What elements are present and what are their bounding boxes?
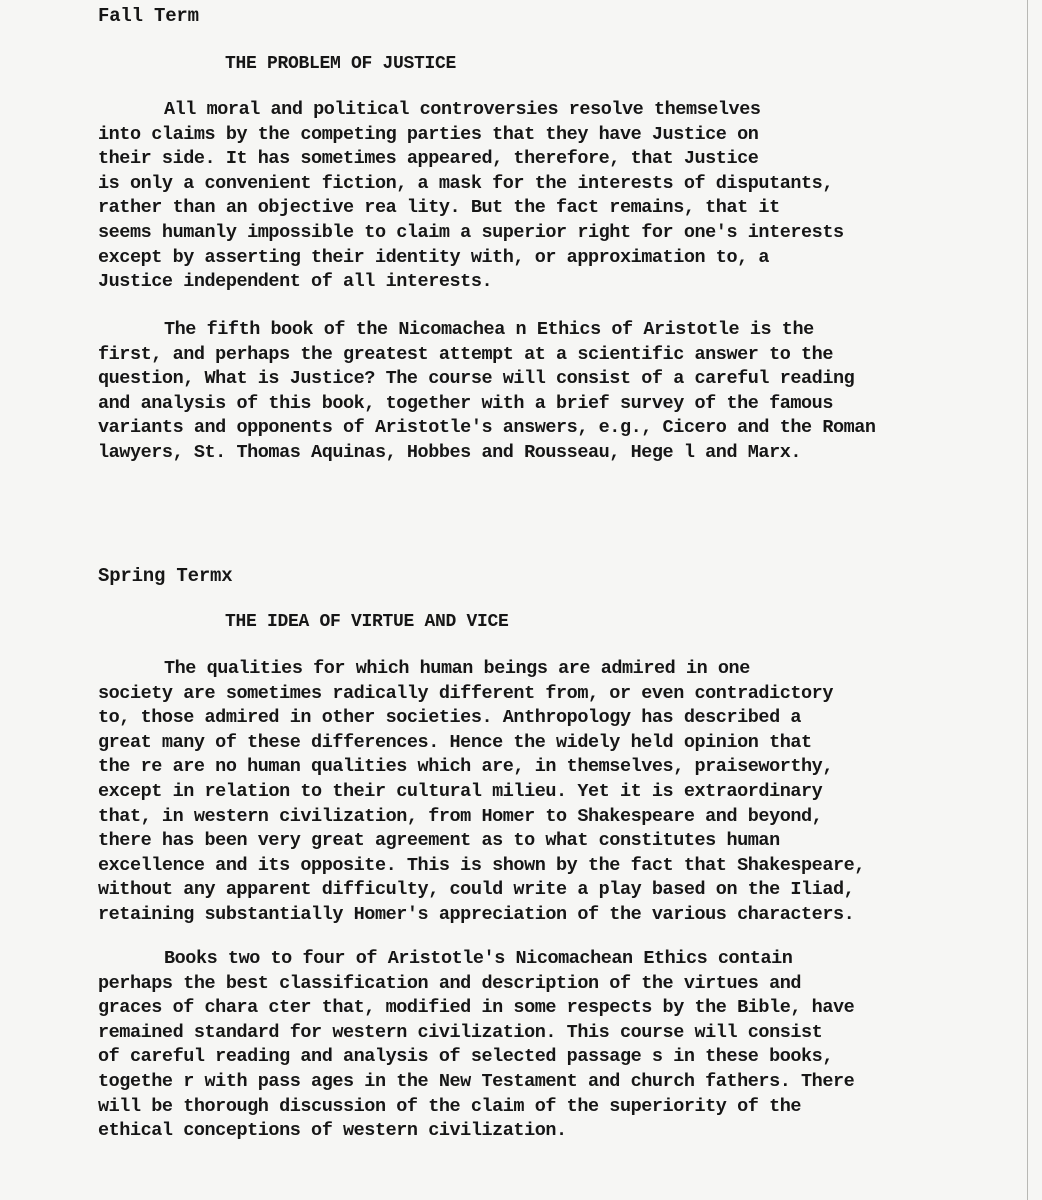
text-line: togethe r with pass ages in the New Testament and church fathers. There xyxy=(98,1070,855,1092)
text-line: there has been very great agreement as to what constitutes human xyxy=(98,830,780,852)
text-line: graces of chara cter that, modified in some respects by the Bible, have xyxy=(98,997,855,1019)
text-line: except in relation to their cultural milieu. Yet it is extraordinary xyxy=(98,780,823,802)
text-line: their side. It has sometimes appeared, therefore, that Justice xyxy=(98,148,759,170)
fall-course-title: THE PROBLEM OF JUSTICE xyxy=(225,54,457,74)
spring-term-heading: Spring Termx xyxy=(98,565,233,587)
spring-paragraph-2 xyxy=(98,947,1028,1144)
text-line: The fifth book of the Nicomachea n Ethics of Aristotle is the xyxy=(164,319,814,340)
text-line: seems humanly impossible to claim a superior right for one's interests xyxy=(98,221,844,243)
text-line: Books two to four of Aristotle's Nicomachean Ethics contain xyxy=(164,948,793,969)
text-line: variants and opponents of Aristotle's answers, e.g., Cicero and the Roman xyxy=(98,417,876,439)
text-line: excellence and its opposite. This is shown by the fact that Shakespeare, xyxy=(98,854,865,876)
text-line: and analysis of this book, together with a brief survey of the famous xyxy=(98,392,833,414)
spring-paragraph-1 xyxy=(98,657,1028,928)
text-line: great many of these differences. Hence the widely held opinion that xyxy=(98,731,812,753)
fall-paragraph-1 xyxy=(98,98,1028,295)
spring-course-title: THE IDEA OF VIRTUE AND VICE xyxy=(225,612,509,632)
fall-term-heading: Fall Term xyxy=(98,5,199,27)
text-line: to, those admired in other societies. Anthropology has described a xyxy=(98,707,802,729)
text-line: that, in western civilization, from Homer to Shakespeare and beyond, xyxy=(98,805,823,827)
fall-paragraph-2 xyxy=(98,318,1028,466)
text-line: perhaps the best classification and description of the virtues and xyxy=(98,972,802,994)
text-line: the re are no human qualities which are, in themselves, praiseworthy, xyxy=(98,756,833,778)
text-line: society are sometimes radically different from, or even contradictory xyxy=(98,682,833,704)
text-line: except by asserting their identity with, or approximation to, a xyxy=(98,246,770,268)
text-line: first, and perhaps the greatest attempt at a scientific answer to the xyxy=(98,343,833,365)
text-line: rather than an objective rea lity. But the fact remains, that it xyxy=(98,197,780,219)
text-line: into claims by the competing parties that they have Justice on xyxy=(98,123,759,145)
text-line: Justice independent of all interests. xyxy=(98,271,493,293)
text-line: remained standard for western civilization. This course will consist xyxy=(98,1021,823,1043)
text-line: is only a convenient fiction, a mask for the interests of disputants, xyxy=(98,172,833,194)
text-line: without any apparent difficulty, could write a play based on the Iliad, xyxy=(98,879,855,901)
text-line: lawyers, St. Thomas Aquinas, Hobbes and Rousseau, Hege l and Marx. xyxy=(98,441,802,463)
text-line: question, What is Justice? The course will consist of a careful reading xyxy=(98,368,855,390)
text-line: will be thorough discussion of the claim of the superiority of the xyxy=(98,1095,802,1117)
text-line: All moral and political controversies resolve themselves xyxy=(164,99,761,120)
text-line: retaining substantially Homer's appreciation of the various characters. xyxy=(98,903,855,925)
text-line: The qualities for which human beings are admired in one xyxy=(164,658,750,679)
text-line: of careful reading and analysis of selected passage s in these books, xyxy=(98,1046,833,1068)
text-line: ethical conceptions of western civilization. xyxy=(98,1120,567,1142)
